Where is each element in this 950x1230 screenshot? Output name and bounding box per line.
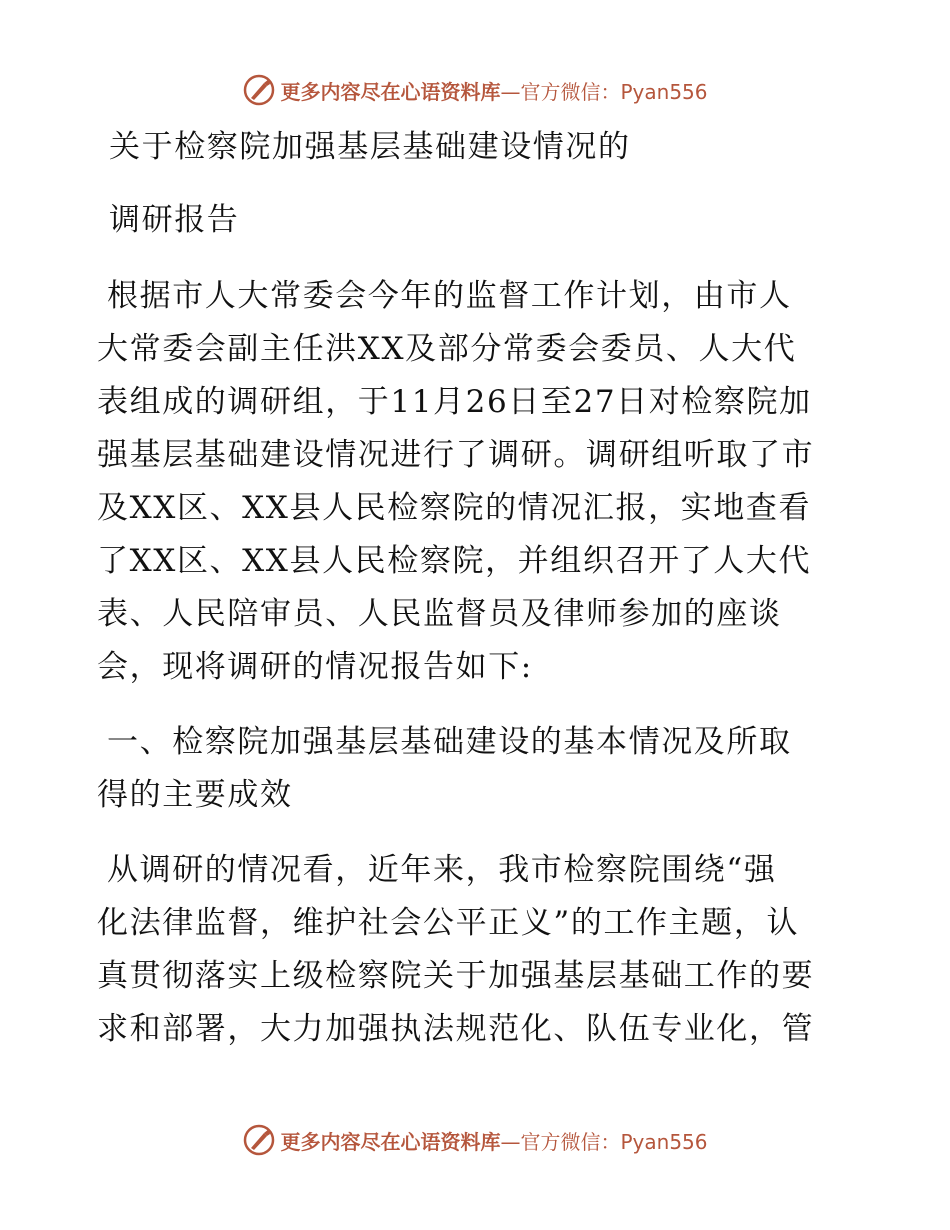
banner-separator: — (500, 1129, 521, 1154)
text-line: 表组成的调研组，于11月26日至27日对检察院加 (97, 384, 812, 420)
heading-line: 得的主要成效 (97, 777, 293, 813)
banner-brand: 更多内容尽在心语资料库 (280, 79, 501, 104)
banner-official-label: 官方微信： (520, 1129, 621, 1154)
text-line: 及XX区、XX县人民检察院的情况汇报，实地查看 (97, 490, 812, 526)
banner-wechat-id: Pyan556 (620, 1129, 708, 1154)
header-watermark-banner (0, 70, 950, 110)
banner-text (280, 1126, 707, 1155)
text-line: 表、人民陪审员、人民监督员及律师参加的座谈 (97, 596, 782, 632)
text-line: 真贯彻落实上级检察院关于加强基层基础工作的要 (97, 958, 815, 994)
text-line: 求和部署，大力加强执法规范化、队伍专业化，管 (97, 1011, 815, 1047)
heading-line: 一、检察院加强基层基础建设的基本情况及所取 (107, 724, 792, 760)
banner-text (280, 76, 707, 105)
text-line: 大常委会副主任洪XX及部分常委会委员、人大代 (97, 331, 797, 367)
title-line-1: 关于检察院加强基层基础建设情况的 (109, 129, 631, 165)
text-line: 会，现将调研的情况报告如下: (97, 649, 533, 685)
footer-watermark-banner (0, 1120, 950, 1160)
text-line: 根据市人大常委会今年的监督工作计划，由市人 (107, 278, 792, 314)
quill-logo-icon (242, 1123, 276, 1157)
paragraph-findings (97, 844, 857, 1056)
banner-official-label: 官方微信： (520, 79, 621, 104)
title-line-2: 调研报告 (109, 202, 240, 238)
document-body (97, 120, 857, 1056)
text-line: 强基层基础建设情况进行了调研。调研组听取了市 (97, 437, 815, 473)
text-line: 了XX区、XX县人民检察院，并组织召开了人大代 (97, 543, 812, 579)
paragraph-intro (97, 270, 857, 694)
banner-brand: 更多内容尽在心语资料库 (280, 1129, 501, 1154)
text-line: 化法律监督，维护社会公平正义”的工作主题，认 (97, 905, 800, 941)
quill-logo-icon (242, 73, 276, 107)
banner-wechat-id: Pyan556 (620, 79, 708, 104)
section-heading-1 (97, 716, 857, 822)
text-line: 从调研的情况看，近年来，我市检察院围绕“强 (107, 852, 777, 888)
banner-separator: — (500, 79, 521, 104)
